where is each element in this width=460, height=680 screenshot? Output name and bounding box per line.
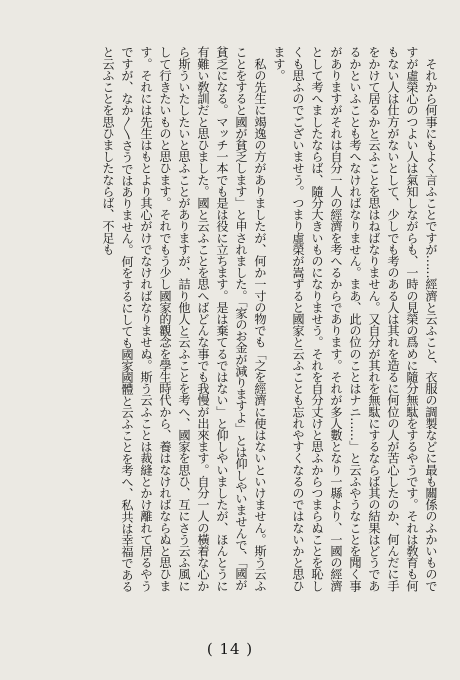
page-number: ( 14 )	[206, 640, 254, 658]
paragraph-economy: それから何事にもよく言ふことですが……經濟と云ふこと、衣服の調製などに最も關係のふかいものですが虛榮心のつよい人は氣知しながらも、一時の見榮の爲めに隨分無駄をするやうです。それは敎育も何もない人は仕方がないとして、少しでも考のある人は其れを造るに何位の人が苦心したのか、何んだに手をかけて居るかと云ふことを思はねばなりません。又自分が其れを無駄にするならば其の結果はどうであるかといふことも考へなければなりません。まあ、此の位のことはナニ……」と云ふやうなことを聞く事がありますがそれは自分一人の經濟を考へるからであります。それが多人數となり一縣より、一國の經濟として考へましたならば、隨分大きいものになりませう。それを自分丈けと思ふからつまらぬことを恥しくも思ふのでございませう。つまり虛榮が嵩ずると國家と云ふことも忘れやすくなるのではないかと思ひます。	[272, 46, 438, 592]
paragraph-teacher: 私の先生に竭逸の方がありましたが、何か一寸の物でも「之を經濟に使はないといけません。斯う云ふことをすると國が貧乏します」と申されました。「家のお金が減りますよ」とは仰しやいませんで、「國が貧乏になる。マッチ一本でも是は役に立ちます。是は棄てるではない」と仰しやいましたが、ほんとうに有難い敎訓だと思ひました。國と云ふことを思へばどんな事でも我慢が出來ます。自分一人の橫着な心から斯ういたしたいと思ふことがありますが、詰り他人と云ふことを考へ、國家を思ひ、互にさう云ふ風にして行きたいものと思ひます。それでもう少し國家的觀念を學生時代から、養はなければならぬと思ひます。それには先生はもとより其心がけでなければなりませぬ。斯う云ふことは裁縫とかけ離れて居るやうですが、なか〳〵さうではありません。何をするにしても國家國體と云ふことを考へ、私共は幸福であると云ふことを思ひましたならば、不足も	[101, 46, 267, 592]
vertical-text-body	[12, 46, 440, 602]
